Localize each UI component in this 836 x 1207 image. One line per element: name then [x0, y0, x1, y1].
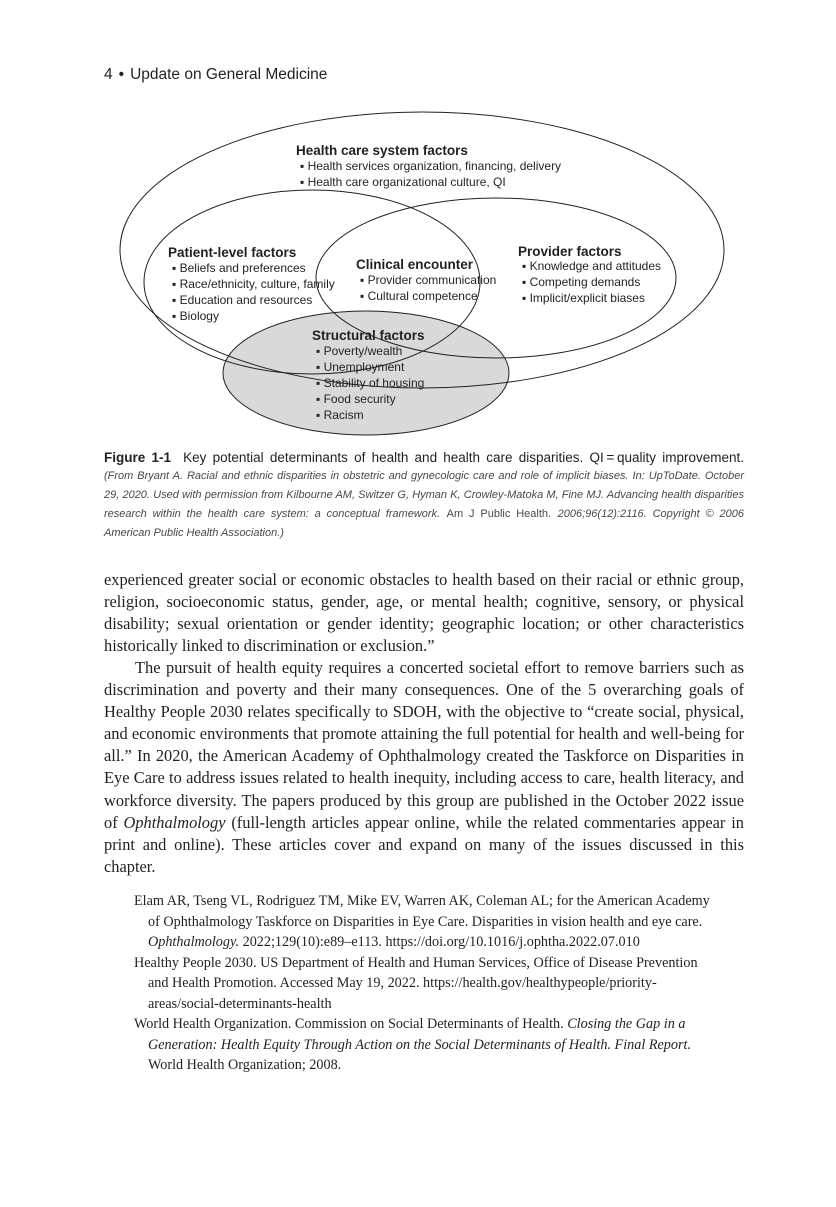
structural-factors-item: ▪ Food security [316, 392, 396, 406]
provider-factors-title: Provider factors [518, 244, 622, 259]
disparities-figure [100, 108, 730, 442]
figure-label: Figure 1-1 [104, 450, 171, 465]
structural-factors-item: ▪ Racism [316, 408, 364, 422]
paragraph-text-part: (full-length articles appear online, while the related commentaries appear in print and online). These articles cover and expand on many of the issues discussed in this chapter. [104, 812, 744, 876]
reference-italic: Closing the Gap in a Generation: Health Equity Through Action on the Social Determinants of Health. Final Report. [148, 1016, 691, 1053]
paragraph-text [104, 657, 744, 878]
clinical-encounter-item: ▪ Provider communication [360, 273, 497, 287]
health-system-item: ▪ Health services organization, financing, delivery [300, 159, 562, 173]
patient-level-title: Patient-level factors [168, 245, 297, 260]
figure-source-citation: 2006;96(12):2116. Copyright © 2006 American Public Health Association.) [104, 508, 744, 539]
paragraph-text: experienced greater social or economic obstacles to health based on their racial or ethnic group, religion, socioeconomic status, gender, age, or mental health; cognitive, sensory, or physical disability; sexual orientation or gender identity; geographic location; or other characteristics historically linked to discrimination or exclusion.” [104, 570, 744, 656]
reference-text: World Health Organization; 2008. [148, 1057, 342, 1073]
clinical-encounter-title: Clinical encounter [356, 257, 474, 272]
body-paragraph [104, 657, 744, 878]
structural-factors-title: Structural factors [312, 328, 425, 343]
patient-level-item: ▪ Race/ethnicity, culture, family [172, 277, 335, 291]
paragraph-text-part: The pursuit of health equity requires a concerted societal effort to remove barriers such as discrimination and poverty and their many consequences. One of the 5 overarching goals of Healthy People 2030 relates specifically to SDOH, with the objective to “create social, physical, and economic environments that promote attaining the full potential for health and well-being for all.” In 2020, the American Academy of Ophthalmology created the Taskforce on Disparities in Eye Care to address issues related to health inequity, including access to care, health literacy, and workforce diversity. The papers produced by this group are published in the October 2022 issue of [104, 658, 744, 832]
figure-caption-text: Key potential determinants of health and health care disparities. QI = quality improvement. [183, 450, 744, 465]
patient-level-item: ▪ Beliefs and preferences [172, 261, 306, 275]
reference-item [134, 891, 720, 953]
body-paragraph [104, 569, 744, 657]
structural-factors-item: ▪ Stability of housing [316, 376, 425, 390]
header-separator: • [118, 66, 125, 83]
clinical-encounter-item: ▪ Cultural competence [360, 289, 478, 303]
patient-level-item: ▪ Education and resources [172, 293, 313, 307]
figure-source: (From Bryant A. Racial and ethnic disparities in obstetric and gynecologic care and role of implicit biases. In: UpToDate. October 29, 2020. Used with permission from Kilbourne AM, Switzer G, Hyman K, Crowley-Matoka M, Fine MJ. Advancing health disparities research within the health care system: a conceptual framework. [104, 470, 744, 520]
reference-text: Elam AR, Tseng VL, Rodriguez TM, Mike EV, Warren AK, Coleman AL; for the American Academy of Ophthalmology Taskforce on Disparities in Eye Care. Disparities in vision health and eye care. [134, 893, 710, 930]
structural-factors-item: ▪ Unemployment [316, 360, 405, 374]
provider-factors-item: ▪ Implicit/explicit biases [522, 291, 645, 305]
reference-text: 2022;129(10):e89–e113. https://doi.org/10.1016/j.ophtha.2022.07.010 [242, 934, 640, 950]
figure-caption [104, 449, 744, 542]
health-system-item: ▪ Health care organizational culture, QI [300, 175, 506, 189]
running-title: Update on General Medicine [130, 66, 328, 83]
provider-factors-item: ▪ Knowledge and attitudes [522, 259, 662, 273]
reference-text: Healthy People 2030. US Department of Health and Human Services, Office of Disease Prevention and Health Promotion. Accessed May 19, 2022. https://health.gov/healthypeople/priority-areas/social-determinants-health [134, 954, 698, 1012]
reference-italic: Ophthalmology. [148, 934, 240, 950]
reference-item [134, 953, 720, 1015]
figure-source-journal: Am J Public Health. [446, 508, 552, 520]
health-system-title: Health care system factors [296, 143, 468, 158]
patient-level-item: ▪ Biology [172, 309, 219, 323]
reference-list [134, 891, 720, 1076]
provider-factors-item: ▪ Competing demands [522, 275, 641, 289]
structural-factors-item: ▪ Poverty/wealth [316, 344, 403, 358]
running-header [104, 66, 327, 84]
page-number: 4 [104, 66, 113, 83]
reference-text: World Health Organization. Commission on Social Determinants of Health. [134, 1016, 564, 1032]
journal-title: Ophthalmology [123, 812, 226, 832]
reference-item [134, 1014, 720, 1076]
